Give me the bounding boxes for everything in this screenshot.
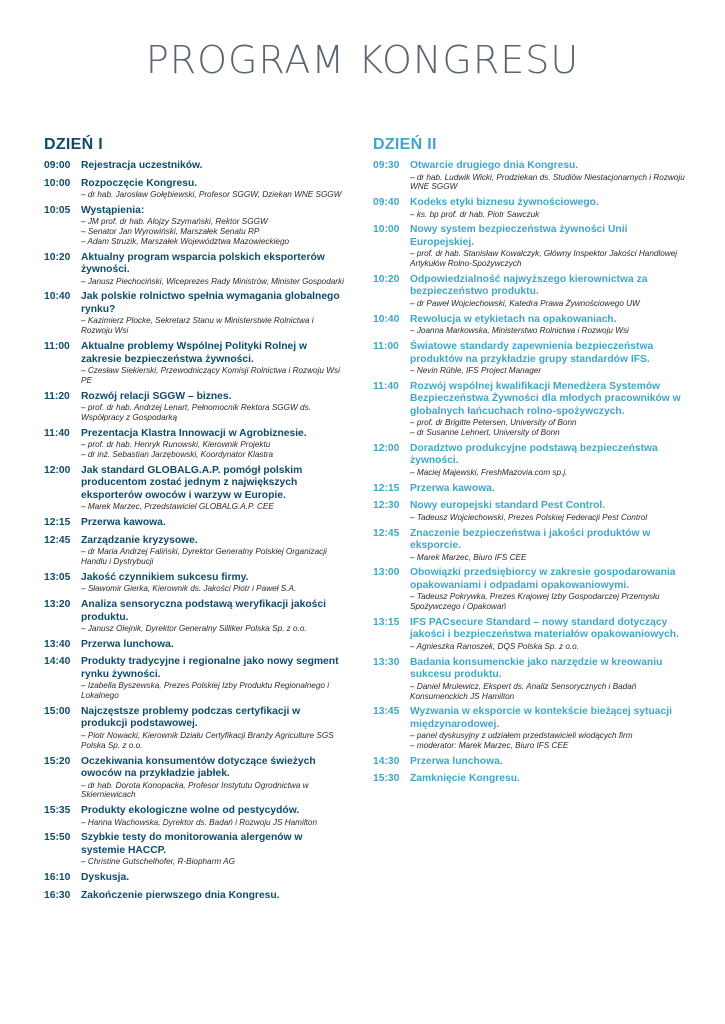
agenda-time: 14:40 [44, 656, 71, 668]
agenda-time: 11:00 [44, 341, 70, 353]
agenda-body [410, 341, 688, 376]
agenda-item [44, 291, 344, 336]
agenda-body [81, 465, 344, 512]
page-title: PROGRAM KONGRESU [145, 38, 580, 82]
agenda-item [44, 205, 344, 247]
agenda-speaker: – dr Maria Andrzej Faliński, Dyrektor Generalny Polskiej Organizacji Handlu i Dystrybucji [81, 547, 327, 566]
agenda-item [373, 500, 688, 522]
day2-heading: DZIEŃ II [373, 136, 437, 153]
agenda-speaker: – JM prof. dr hab. Alojzy Szymański, Rektor SGGW [81, 217, 268, 227]
agenda-item [373, 274, 688, 309]
agenda-title: Obowiązki przedsiębiorcy w zakresie gospodarowania opakowaniami i odpadami opakowaniowymi. [410, 567, 676, 591]
agenda-title: Rozwój wspólnej kwalifikacji Menedżera Systemów Bezpieczeństwa Żywności dla młodych pracowników w globalnych łańcuchach rolno-spożywczych. [410, 380, 681, 417]
agenda-body [81, 756, 344, 801]
agenda-time: 16:10 [44, 872, 71, 884]
agenda-title: Odpowiedzialność najwyższego kierownictwa za bezpieczeństwo produktu. [410, 273, 648, 298]
agenda-time: 13:45 [373, 706, 400, 718]
agenda-time: 16:30 [44, 889, 71, 901]
agenda-item [44, 805, 344, 827]
day2-agenda-list [373, 160, 688, 786]
agenda-time: 10:20 [44, 251, 71, 263]
agenda-title: Jak standard GLOBALG.A.P. pomógł polskim producentom zostać jednym z największych eksporterów owoców i warzyw w Europie. [81, 464, 303, 501]
agenda-body [410, 443, 688, 478]
agenda-title: IFS PACsecure Standard – nowy standard dotyczący jakości i bezpieczeństwa materiałów opakowaniowych. [410, 616, 679, 641]
agenda-time: 11:40 [373, 380, 399, 392]
agenda-item [44, 872, 344, 885]
agenda-title: Produkty tradycyjne i regionalne jako nowy segment rynku żywności. [81, 656, 339, 680]
agenda-time: 15:00 [44, 705, 71, 717]
agenda-time: 14:30 [373, 755, 400, 767]
agenda-speaker: – Christine Gutschelhofer, R-Biopharm AG [81, 857, 235, 867]
agenda-speaker: – Janusz Piechociński, Wiceprezes Rady Ministrów, Minister Gospodarki [81, 276, 344, 286]
agenda-speaker: – Joanna Markowska, Ministerstwo Rolnictwa i Rozwoju Wsi [410, 326, 629, 336]
agenda-body [81, 517, 344, 530]
agenda-speaker: – Adam Struzik, Marszałek Województwa Mazowieckiego [81, 236, 290, 246]
agenda-speaker: – Tadeusz Pokrywka, Prezes Krajowej Izby Gospodarczej Przemysłu Spożywczego i Opakowań [410, 592, 660, 612]
day1-column [44, 136, 344, 907]
agenda-body [81, 535, 344, 567]
agenda-time: 11:20 [44, 390, 70, 402]
agenda-item [44, 391, 344, 423]
agenda-body [81, 599, 344, 634]
agenda-item [44, 599, 344, 634]
agenda-item [373, 197, 688, 219]
agenda-title: Przerwa kawowa. [410, 482, 495, 494]
agenda-time: 12:45 [373, 527, 400, 539]
agenda-time: 10:00 [44, 177, 71, 189]
agenda-title: Rejestracja uczestników. [81, 160, 203, 171]
agenda-body [410, 773, 688, 786]
agenda-title: Rewolucja w etykietach na opakowaniach. [410, 313, 617, 325]
agenda-item [373, 314, 688, 336]
agenda-body [81, 160, 344, 173]
day1-agenda-list [44, 160, 344, 902]
agenda-title: Kodeks etyki biznesu żywnościowego. [410, 197, 599, 209]
agenda-body [81, 428, 344, 460]
agenda-item [44, 832, 344, 867]
agenda-title: Przerwa lunchowa. [410, 755, 503, 767]
agenda-item [44, 639, 344, 652]
agenda-item [44, 341, 344, 386]
agenda-speaker: – Senator Jan Wyrowiński, Marszałek Senatu RP [81, 227, 260, 237]
agenda-body [410, 483, 688, 496]
agenda-item [373, 756, 688, 769]
agenda-title: Znaczenie bezpieczeństwa i jakości produktów w eksporcie. [410, 527, 651, 552]
agenda-title: Zarządzanie kryzysowe. [81, 534, 198, 546]
agenda-time: 11:00 [373, 341, 399, 353]
agenda-title: Zakończenie pierwszego dnia Kongresu. [81, 889, 280, 901]
agenda-body [410, 500, 688, 522]
agenda-time: 12:00 [373, 442, 400, 454]
agenda-body [81, 639, 344, 652]
agenda-item [373, 617, 688, 652]
agenda-title: Analiza sensoryczna podstawą weryfikacji jakości produktu. [81, 599, 326, 623]
agenda-speaker: – prof. dr hab. Henryk Runowski, Kierownik Projektu [81, 440, 271, 450]
agenda-body [410, 160, 688, 192]
agenda-time: 10:40 [44, 291, 71, 303]
agenda-speaker: – Hanna Wachowska, Dyrektor ds. Badań i Rozwoju JS Hamilton [81, 817, 318, 827]
agenda-title: Przerwa kawowa. [81, 517, 166, 529]
agenda-speaker: – Marek Marzec, Biuro IFS CEE [410, 552, 527, 562]
agenda-time: 15:35 [44, 805, 71, 817]
agenda-body [81, 252, 344, 287]
agenda-time: 13:15 [373, 616, 400, 628]
agenda-title: Najczęstsze problemy podczas certyfikacji w produkcji podstawowej. [81, 705, 301, 730]
agenda-time: 10:40 [373, 313, 400, 325]
agenda-time: 10:05 [44, 204, 71, 216]
agenda-speaker: – panel dyskusyjny z udziałem przedstawicieli wiodących firm [410, 731, 633, 741]
agenda-item [44, 465, 344, 512]
agenda-item [44, 535, 344, 567]
agenda-title: Szybkie testy do monitorowania alergenów w systemie HACCP. [81, 832, 303, 856]
agenda-item [44, 756, 344, 801]
agenda-speaker: – Kazimierz Plocke, Sekretarz Stanu w Ministerstwie Rolnictwa i Rozwoju Wsi [81, 316, 314, 336]
agenda-item [373, 528, 688, 563]
agenda-body [410, 274, 688, 309]
agenda-body [410, 197, 688, 219]
agenda-time: 10:00 [373, 224, 400, 236]
agenda-title: Nowy system bezpieczeństwa żywności Unii Europejskiej. [410, 224, 628, 248]
agenda-body [81, 391, 344, 423]
agenda-time: 10:20 [373, 273, 400, 285]
agenda-item [44, 706, 344, 751]
agenda-speaker: – Maciej Majewski, FreshMazovia.com sp.j. [410, 467, 568, 477]
agenda-title: Otwarcie drugiego dnia Kongresu. [410, 160, 579, 171]
agenda-title: Nowy europejski standard Pest Control. [410, 500, 606, 512]
agenda-title: Oczekiwania konsumentów dotyczące świeżych owoców na przykładzie jabłek. [81, 755, 316, 780]
agenda-speaker: – Sławomir Gierka, Kierownik ds. Jakości Piotr i Paweł S.A. [81, 584, 297, 594]
agenda-speaker: – dr hab. Ludwik Wicki, Prodziekan ds. Studiów Niestacjonarnych i Rozwoju WNE SGGW [410, 172, 685, 192]
agenda-body [410, 756, 688, 769]
agenda-time: 15:50 [44, 832, 71, 844]
agenda-time: 13:00 [373, 567, 400, 579]
agenda-speaker: – Nevin Rühle, IFS Project Manager [410, 366, 542, 376]
agenda-body [410, 224, 688, 269]
agenda-speaker: – prof. dr hab. Andrzej Lenart, Pełnomocnik Rektora SGGW ds. Współpracy z Gospodarką [81, 403, 311, 422]
agenda-item [44, 160, 344, 173]
agenda-item [373, 706, 688, 751]
agenda-item [44, 428, 344, 460]
agenda-body [410, 528, 688, 563]
agenda-speaker: – dr hab. Jarosław Gołębiewski, Profesor SGGW, Dziekan WNE SGGW [81, 190, 342, 199]
agenda-speaker: – dr Paweł Wojciechowski, Katedra Prawa Żywnościowego UW [410, 298, 640, 308]
agenda-speaker: – moderator: Marek Marzec, Biuro IFS CEE [410, 741, 569, 751]
agenda-body [81, 572, 344, 594]
agenda-item [373, 443, 688, 478]
agenda-speaker: – ks. bp prof. dr hab. Piotr Sawczuk [410, 209, 540, 219]
agenda-speaker: – Piotr Nowacki, Kierownik Działu Certyfikacji Branży Agriculture SGS Polska Sp. z o.o. [81, 730, 334, 750]
agenda-body [410, 381, 688, 438]
agenda-body [410, 706, 688, 751]
agenda-time: 12:45 [44, 534, 71, 546]
agenda-title: Rozwój relacji SGGW – biznes. [81, 390, 232, 402]
agenda-title: Jak polskie rolnictwo spełnia wymagania globalnego rynku? [81, 291, 340, 315]
agenda-title: Przerwa lunchowa. [81, 638, 174, 650]
agenda-body [81, 890, 344, 903]
agenda-body [410, 314, 688, 336]
agenda-item [44, 178, 344, 200]
agenda-title: Badania konsumenckie jako narzędzie w kreowaniu sukcesu produktu. [410, 656, 663, 681]
agenda-title: Aktualny program wsparcia polskich eksporterów żywności. [81, 251, 325, 276]
agenda-title: Doradztwo produkcyjne podstawą bezpieczeństwa żywności. [410, 442, 658, 467]
agenda-speaker: – Marek Marzec, Przedstawiciel GLOBALG.A.P. CEE [81, 502, 274, 512]
agenda-time: 12:30 [373, 500, 400, 512]
agenda-speaker: – prof. dr hab. Stanisław Kowalczyk, Główny Inspektor Jakości Handlowej Artykułów Rolno-Spożywczych [410, 249, 678, 269]
agenda-body [81, 205, 344, 247]
agenda-body [410, 567, 688, 612]
agenda-body [81, 656, 344, 701]
agenda-item [373, 483, 688, 496]
agenda-body [410, 657, 688, 702]
agenda-item [373, 224, 688, 269]
agenda-time: 13:40 [44, 638, 71, 650]
agenda-speaker: – prof. dr Brigitte Petersen, University of Bonn [410, 418, 577, 428]
agenda-body [81, 291, 344, 336]
agenda-time: 15:20 [44, 755, 71, 767]
agenda-time: 09:00 [44, 160, 71, 171]
agenda-speaker: – Agnieszka Ranoszek, DQS Polska Sp. z o.o. [410, 641, 579, 651]
agenda-time: 13:30 [373, 656, 400, 668]
agenda-time: 13:05 [44, 571, 71, 583]
agenda-time: 12:00 [44, 464, 71, 476]
agenda-speaker: – dr inż. Sebastian Jarzębowski, Koordynator Klastra [81, 450, 274, 460]
agenda-speaker: – Daniel Mrulewicz, Ekspert ds. Analiz Sensorycznych i Badań Konsumenckich JS Hamilton [410, 681, 637, 701]
agenda-title: Wystąpienia: [81, 204, 145, 216]
agenda-time: 11:40 [44, 427, 70, 439]
agenda-time: 09:40 [373, 197, 400, 209]
agenda-item [44, 572, 344, 594]
agenda-title: Produkty ekologiczne wolne od pestycydów. [81, 805, 300, 817]
agenda-speaker: – dr hab. Dorota Konopacka, Profesor Instytutu Ogrodnictwa w Skierniewicach [81, 780, 309, 800]
agenda-item [373, 773, 688, 786]
agenda-title: Rozpoczęcie Kongresu. [81, 177, 198, 189]
agenda-body [81, 178, 344, 200]
agenda-item [44, 517, 344, 530]
agenda-time: 12:15 [373, 482, 400, 494]
agenda-body [410, 617, 688, 652]
agenda-body [81, 706, 344, 751]
agenda-speaker: – Tadeusz Wojciechowski, Prezes Polskiej Federacji Pest Control [410, 512, 648, 522]
agenda-item [44, 656, 344, 701]
agenda-item [373, 341, 688, 376]
agenda-speaker: – Janusz Olejnik, Dyrektor Generalny Silliker Polska Sp. z o.o. [81, 624, 307, 634]
agenda-title: Dyskusja. [81, 872, 130, 884]
agenda-item [44, 252, 344, 287]
agenda-item [373, 657, 688, 702]
agenda-speaker: – Czesław Siekierski, Przewodniczący Komisji Rolnictwa i Rozwoju Wsi PE [81, 366, 340, 385]
agenda-speaker: – Izabella Byszewska, Prezes Polskiej Izby Produktu Regionalnego i Lokalnego [81, 681, 330, 701]
agenda-title: Wyzwania w eksporcie w kontekście bieżącej sytuacji międzynarodowej. [410, 706, 672, 730]
agenda-title: Jakość czynnikiem sukcesu firmy. [81, 571, 249, 583]
agenda-time: 13:20 [44, 599, 71, 611]
agenda-item [373, 160, 688, 192]
day2-column [373, 136, 688, 791]
agenda-title: Światowe standardy zapewnienia bezpieczeństwa produktów na przykładzie grupy standardów IFS. [410, 341, 654, 365]
agenda-item [373, 381, 688, 438]
agenda-item [44, 890, 344, 903]
agenda-item [373, 567, 688, 612]
agenda-time: 15:30 [373, 773, 400, 785]
day1-heading: DZIEŃ I [44, 136, 103, 153]
agenda-title: Prezentacja Klastra Innowacji w Agrobiznesie. [81, 427, 307, 439]
agenda-title: Zamknięcie Kongresu. [410, 773, 520, 785]
agenda-time: 12:15 [44, 517, 71, 529]
agenda-title: Aktualne problemy Wspólnej Polityki Rolnej w zakresie bezpieczeństwa żywności. [81, 341, 307, 365]
agenda-body [81, 341, 344, 386]
agenda-speaker: – dr Susanne Lehnert, University of Bonn [410, 428, 560, 438]
agenda-body [81, 872, 344, 885]
agenda-time: 09:30 [373, 160, 400, 171]
agenda-body [81, 832, 344, 867]
agenda-body [81, 805, 344, 827]
